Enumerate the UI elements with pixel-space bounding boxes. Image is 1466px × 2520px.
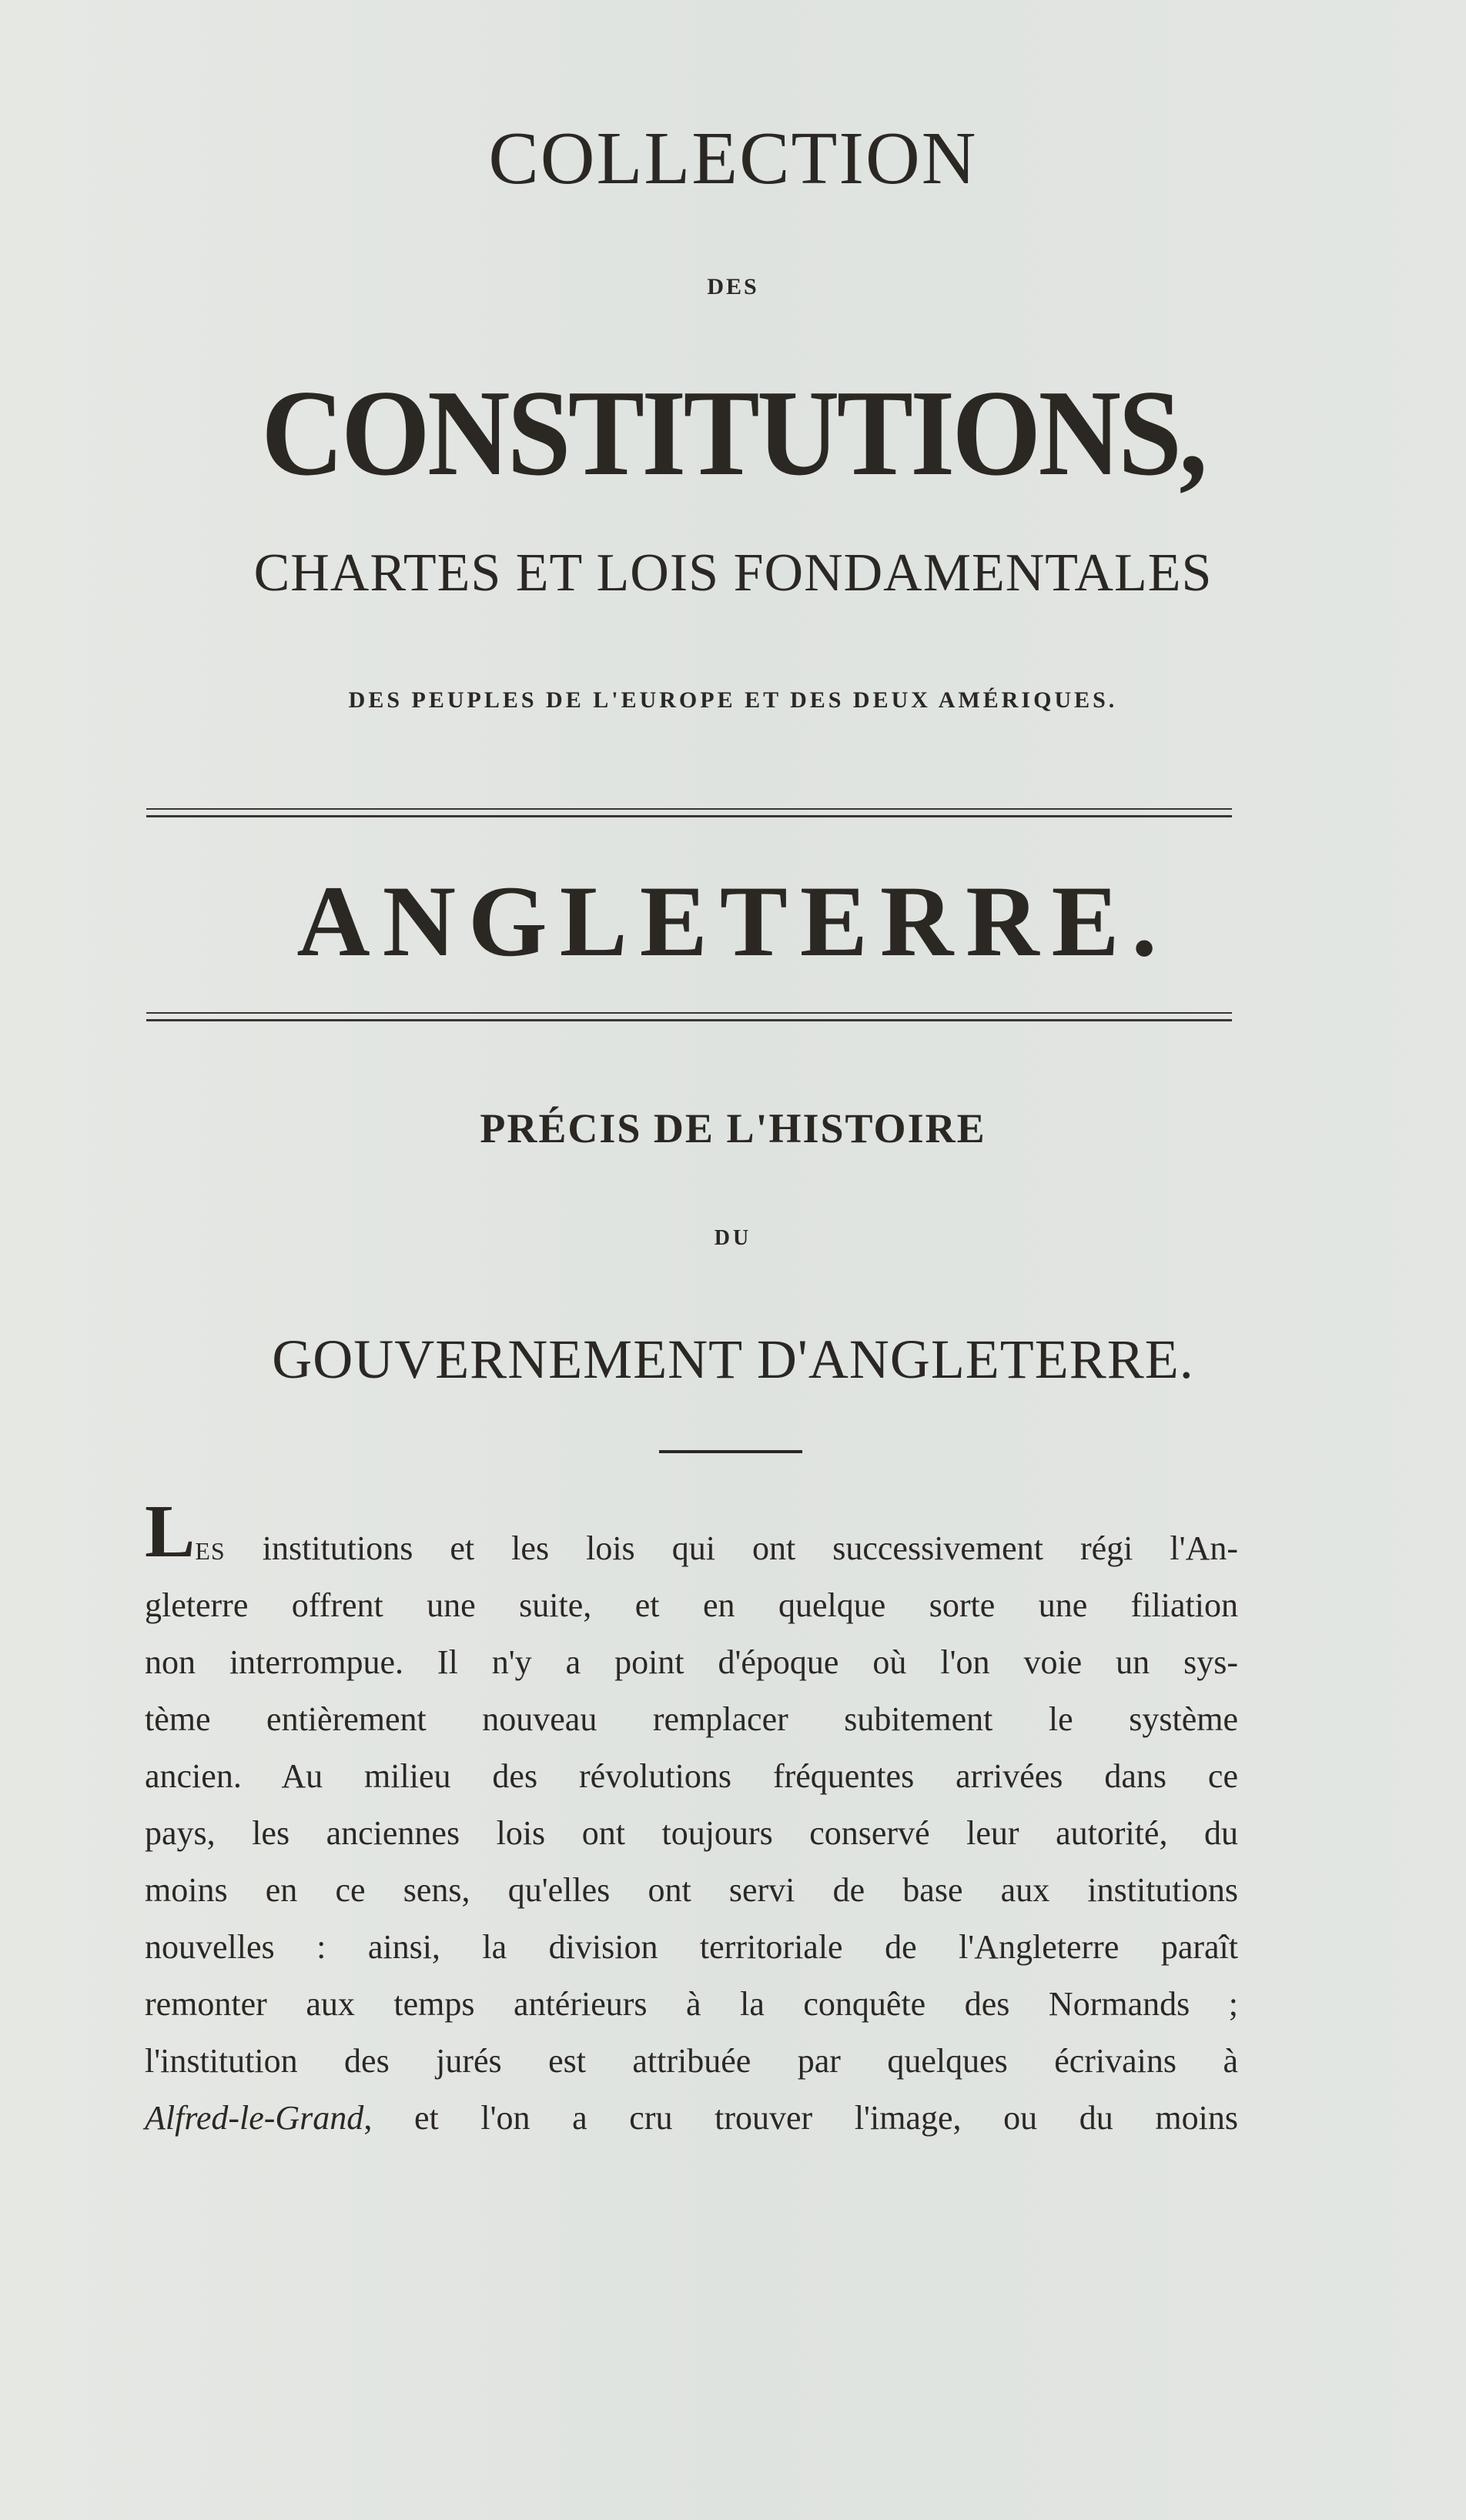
body-line-text: , et l'on a cru trouver l'image, ou du moins [363, 2099, 1238, 2137]
body-line: non interrompue. Il n'y a point d'époque où l'on voie un sys- [145, 1643, 1238, 1681]
title-peuples: DES PEUPLES DE L'EUROPE ET DES DEUX AMÉRIQUES. [348, 687, 1118, 713]
section-title-precis: PRÉCIS DE L'HISTOIRE [480, 1105, 986, 1151]
section-title-du: DU [714, 1226, 752, 1250]
double-rule-bottom [146, 1012, 1232, 1021]
body-line-text: institutions et les lois qui ont successivement régi l'An- [225, 1529, 1238, 1567]
body-paragraph [145, 1490, 1238, 2147]
body-line: gleterre offrent une suite, et en quelque sorte une filiation [145, 1586, 1238, 1624]
italic-name: Alfred-le-Grand [145, 2099, 364, 2137]
title-constitutions: CONSTITUTIONS, [261, 364, 1205, 501]
body-line [145, 2090, 1238, 2147]
country-heading: ANGLETERRE. [296, 864, 1170, 978]
body-line: nouvelles : ainsi, la division territoriale de l'Angleterre paraît [145, 1928, 1238, 1966]
body-line: moins en ce sens, qu'elles ont servi de base aux institutions [145, 1871, 1238, 1909]
body-line: ancien. Au milieu des révolutions fréquentes arrivées dans ce [145, 1757, 1238, 1795]
short-divider [659, 1450, 802, 1453]
drop-cap: L [145, 1490, 196, 1573]
body-line [145, 1490, 1238, 1577]
title-chartes: CHARTES ET LOIS FONDAMENTALES [253, 543, 1213, 603]
section-title-gouvernement: GOUVERNEMENT D'ANGLETERRE. [272, 1329, 1194, 1390]
double-rule-top [146, 808, 1232, 817]
body-line: l'institution des jurés est attribuée par quelques écrivains à [145, 2042, 1238, 2080]
title-des: DES [707, 274, 759, 299]
title-collection: COLLECTION [488, 117, 978, 200]
small-caps-text: ES [195, 1537, 226, 1565]
body-line: pays, les anciennes lois ont toujours conservé leur autorité, du [145, 1814, 1238, 1852]
body-line: remonter aux temps antérieurs à la conquête des Normands ; [145, 1985, 1238, 2023]
body-line: tème entièrement nouveau remplacer subitement le système [145, 1700, 1238, 1738]
